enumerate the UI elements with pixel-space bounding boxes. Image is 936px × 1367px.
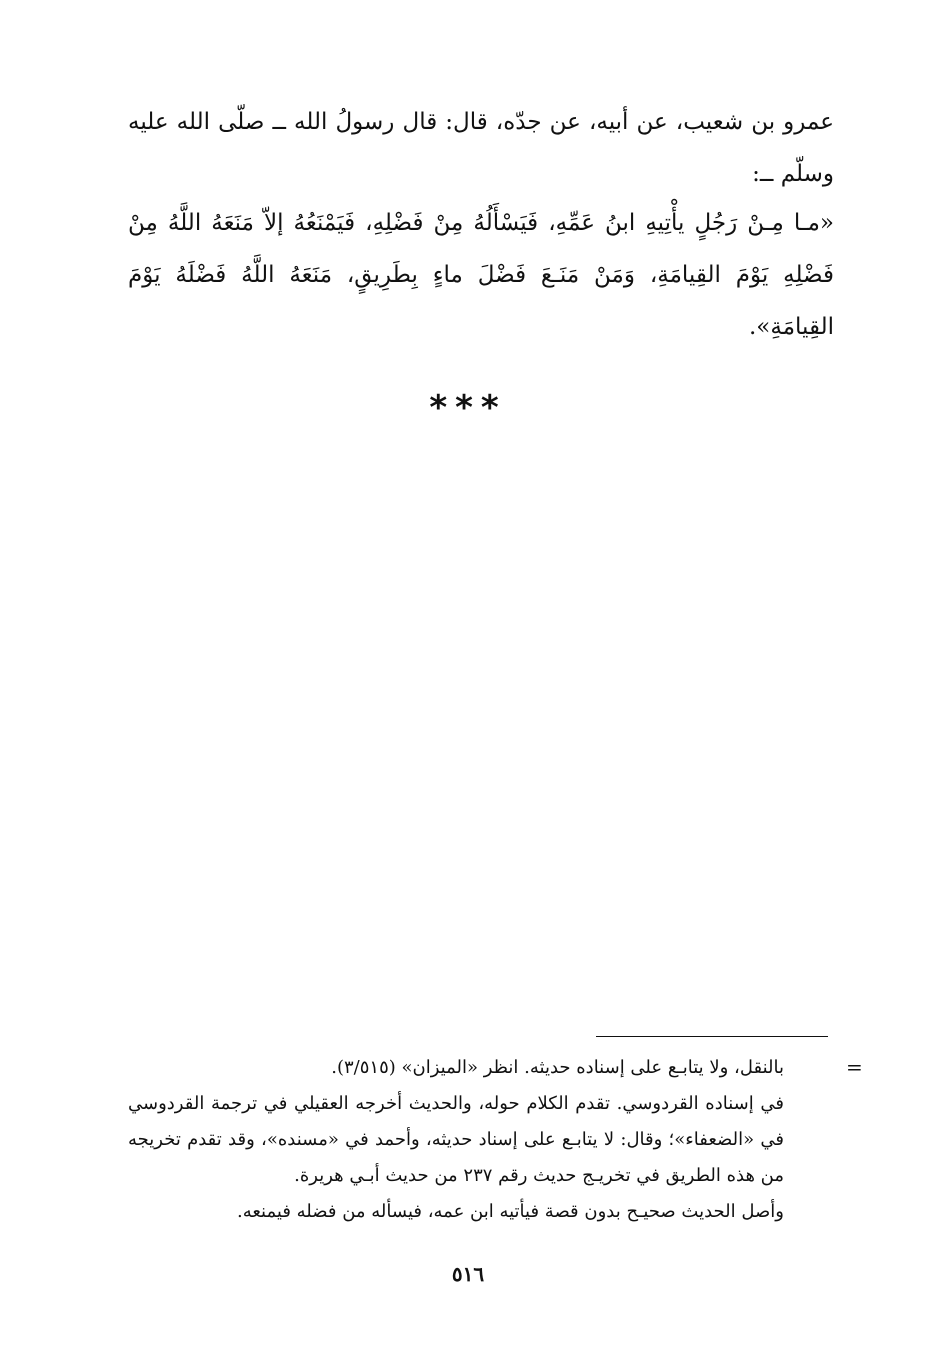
hadith-paragraph <box>128 197 834 353</box>
footnote-continued-line: بالنقل، ولا يتابـع على إسناده حديثه. انظر «الميزان» (٣/٥١٥). <box>331 1057 784 1078</box>
isnad-text: عمرو بن شعيب، عن أبيه، عن جدّه، قال: قال رسولُ الله ــ صلّى الله عليه وسلّم ــ: <box>128 109 834 187</box>
footnote-divider <box>596 1036 828 1037</box>
page-number: ٥١٦ <box>451 1262 485 1286</box>
isnad-paragraph <box>128 96 834 200</box>
footnote-paragraph: وأصل الحديث صحيـح بدون قصة فيأتيه ابن عمه، فيسأله من فضله فيمنعه. <box>237 1201 784 1222</box>
footnote-continuation-marker: = <box>846 1055 863 1079</box>
hadith-text: «مـا مِـنْ رَجُلٍ يأْتِيهِ ابنُ عَمِّهِ، فَيَسْأَلُهُ مِنْ فَضْلِهِ، فَيَمْنَعُهُ إلاّ مَنَعَهُ اللَّهُ مِنْ فَضْلِهِ يَوْمَ القِيامَةِ، وَمَنْ مَنَـعَ فَضْلَ ماءٍ بِطَرِيقٍ، مَنَعَهُ اللَّهُ فَضْلَهُ يَوْمَ القِيامَةِ». <box>128 210 834 340</box>
footnote-paragraph: في إسناده القردوسي. تقدم الكلام حوله، والحديث أخرجه العقيلي في ترجمة القردوسي في «الضعفاء»؛ وقال: لا يتابـع على إسناد حديثه، وأحمد في «مسنده»، وقد تقدم تخريجه من هذه الطريق في تخريـج حديث رقم ٢٣٧ من حديث أبـي هريرة. <box>128 1093 784 1186</box>
footnotes <box>128 1050 784 1230</box>
section-separator: *** <box>429 388 507 428</box>
